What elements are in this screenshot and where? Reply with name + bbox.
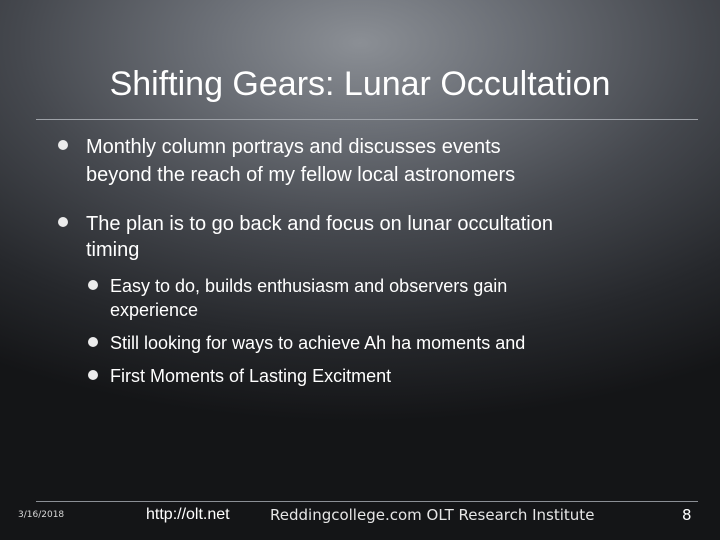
footer-date: 3/16/2018 [18, 510, 65, 520]
sub-bullet-1-line-2: experience [110, 300, 199, 320]
bullet-1-line-2: beyond the reach of my fellow local astronomers [86, 164, 516, 186]
footer-organization: Reddingcollege.com OLT Research Institute [270, 506, 595, 524]
page-number: 8 [682, 506, 692, 524]
sub-bullet-2-line-1: Still looking for ways to achieve Ah ha moments and [110, 333, 526, 353]
bullet-dot-icon [58, 217, 68, 227]
slide-title: Shifting Gears: Lunar Occultation [109, 65, 611, 103]
sub-bullet-1-line-1: Easy to do, builds enthusiasm and observers gain [110, 276, 508, 296]
bullet-dot-icon [88, 280, 98, 290]
sub-bullet-3-line-1: First Moments of Lasting Excitment [110, 366, 392, 386]
bullet-dot-icon [58, 140, 68, 150]
title-divider [36, 119, 698, 120]
bullet-2-line-1: The plan is to go back and focus on lunar occultation [86, 213, 553, 235]
bullet-dot-icon [88, 370, 98, 380]
footer-url-link[interactable]: http://olt.net [146, 506, 230, 523]
footer-divider [36, 501, 698, 502]
bullet-1-line-1: Monthly column portrays and discusses events [86, 136, 501, 158]
bullet-2-line-2: timing [86, 239, 140, 261]
bullet-dot-icon [88, 337, 98, 347]
